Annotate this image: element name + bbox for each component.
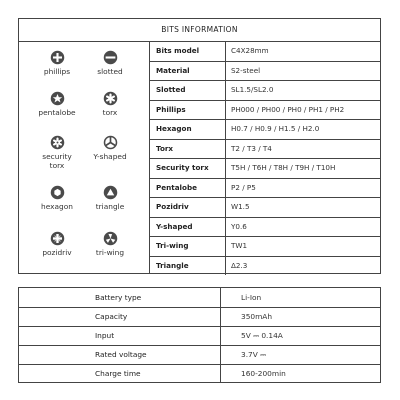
bit-type-pozidriv xyxy=(29,231,85,271)
pozidriv-icon xyxy=(50,231,65,246)
battery-spec-value: Li-Ion xyxy=(241,293,262,302)
spec-key: Pozidriv xyxy=(150,197,226,217)
triangle-icon xyxy=(103,185,118,200)
bit-type-slotted xyxy=(82,50,138,90)
table-row xyxy=(19,307,380,327)
table-row xyxy=(150,61,380,82)
spec-value: Y0.6 xyxy=(231,221,247,231)
bit-type-phillips xyxy=(29,50,85,90)
table-row xyxy=(150,119,380,140)
table-row xyxy=(150,139,380,160)
bit-type-y-shaped xyxy=(82,135,138,175)
bit-type-torx xyxy=(82,91,138,131)
table-row xyxy=(19,288,380,308)
battery-spec-key: Capacity xyxy=(19,307,221,326)
spec-key: Phillips xyxy=(150,100,226,120)
table-row xyxy=(150,158,380,179)
battery-spec-value: 5V ⎓ 0.14A xyxy=(241,331,283,340)
battery-spec-key: Battery type xyxy=(19,288,221,307)
table-row xyxy=(19,326,380,346)
spec-value: TW1 xyxy=(231,241,248,250)
bit-type-label: pentalobe xyxy=(38,108,76,117)
table-row xyxy=(19,364,380,383)
hexagon-icon xyxy=(50,185,65,200)
spec-key: Torx xyxy=(150,139,226,159)
bit-type-label: pozidriv xyxy=(42,248,72,257)
tri-wing-icon xyxy=(103,231,118,246)
y-shaped-icon xyxy=(103,135,118,150)
bits-spec-table xyxy=(149,41,380,273)
table-row xyxy=(150,236,380,257)
bit-type-label: slotted xyxy=(97,67,123,76)
spec-key: Triangle xyxy=(150,256,226,276)
bit-type-triangle xyxy=(82,185,138,225)
spec-key: Bits model xyxy=(150,41,226,61)
battery-spec-value: 3.7V ⎓ xyxy=(241,350,267,359)
bits-information-panel xyxy=(18,18,381,274)
bit-type-label: tri-wing xyxy=(95,248,125,257)
bit-type-tri-wing xyxy=(82,231,138,271)
spec-key: Tri-wing xyxy=(150,236,226,256)
spec-value: C4X28mm xyxy=(231,46,269,55)
torx-icon xyxy=(103,91,118,106)
table-row xyxy=(150,100,380,121)
spec-key: Y-shaped xyxy=(150,217,226,237)
battery-spec-key: Charge time xyxy=(19,364,221,383)
battery-spec-value: 350mAh xyxy=(241,312,273,321)
bit-type-label: triangle xyxy=(95,202,125,211)
spec-value: T2 / T3 / T4 xyxy=(231,143,272,153)
bit-type-label: security torx xyxy=(42,152,72,170)
table-row xyxy=(150,256,380,276)
spec-value: Δ2.3 xyxy=(231,260,248,270)
spec-value: S2-steel xyxy=(231,65,261,75)
battery-spec-value: 160-200min xyxy=(241,369,286,378)
table-row xyxy=(19,345,380,365)
table-row xyxy=(150,80,380,101)
bit-type-label: hexagon xyxy=(41,202,73,211)
bit-type-security-torx xyxy=(29,135,85,175)
battery-spec-key: Rated voltage xyxy=(19,345,221,364)
slotted-icon xyxy=(103,50,118,65)
table-row xyxy=(150,41,380,62)
spec-key: Slotted xyxy=(150,80,226,100)
spec-key: Security torx xyxy=(150,158,226,178)
table-row xyxy=(150,178,380,199)
spec-value: SL1.5/SL2.0 xyxy=(231,85,274,94)
bit-type-label: torx xyxy=(102,108,118,117)
security-torx-icon xyxy=(50,135,65,150)
spec-value: H0.7 / H0.9 / H1.5 / H2.0 xyxy=(231,124,320,133)
bits-information-title: BITS INFORMATION xyxy=(19,19,380,42)
table-row xyxy=(150,217,380,238)
spec-value: T5H / T6H / T8H / T9H / T10H xyxy=(231,163,336,172)
bit-type-label: phillips xyxy=(43,67,71,76)
spec-key: Pentalobe xyxy=(150,178,226,198)
spec-key: Material xyxy=(150,61,226,81)
spec-value: W1.5 xyxy=(231,202,250,211)
battery-information-panel xyxy=(18,287,381,383)
spec-value: P2 / P5 xyxy=(231,182,256,192)
phillips-icon xyxy=(50,50,65,65)
bit-type-icon-grid xyxy=(19,41,148,273)
spec-value: PH000 / PH00 / PH0 / PH1 / PH2 xyxy=(231,104,345,114)
pentalobe-icon xyxy=(50,91,65,106)
bit-type-label: Y-shaped xyxy=(93,152,127,161)
battery-spec-key: Input xyxy=(19,326,221,345)
spec-key: Hexagon xyxy=(150,119,226,139)
bit-type-hexagon xyxy=(29,185,85,225)
bit-type-pentalobe xyxy=(29,91,85,131)
table-row xyxy=(150,197,380,218)
